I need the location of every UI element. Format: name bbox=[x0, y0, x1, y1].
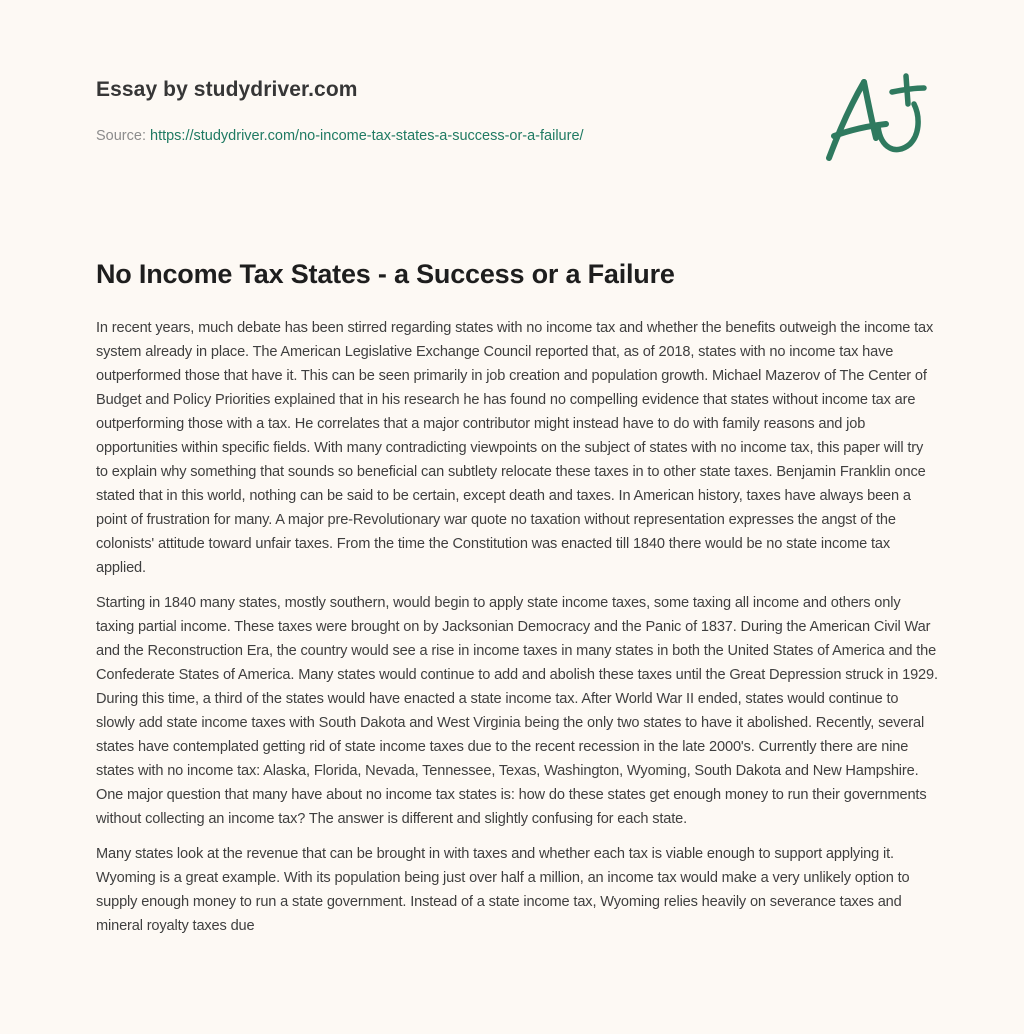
source-line bbox=[96, 126, 696, 146]
source-label: Source: bbox=[96, 128, 150, 144]
essay-paragraph-2: Starting in 1840 many states, mostly southern, would begin to apply state income taxes, some taxing all income and others only taxing partial income. These taxes were brought on by Jacksonian Democracy and the Panic of 1837. During the American Civil War and the Reconstruction Era, the country would see a rise in income taxes in many states in both the United States of America and the Confederate States of America. Many states would continue to add and abolish these taxes until the Great Depression struck in 1929. During this time, a third of the states would have enacted a state income tax. After World War II ended, states would continue to slowly add state income taxes with South Dakota and West Virginia being the only two states to have it abolished. Recently, several states have contemplated getting rid of state income taxes due to the recent recession in the late 2000's. Currently there are nine states with no income tax: Alaska, Florida, Nevada, Tennessee, Texas, Washington, Wyoming, South Dakota and New Hampshire. One major question that many have about no income tax states is: how do these states get enough money to run their governments without collecting an income tax? The answer is different and slightly confusing for each state. bbox=[96, 595, 938, 827]
essay-paragraph-3: Many states look at the revenue that can be brought in with taxes and whether each tax is viable enough to support applying it. Wyoming is a great example. With its population being just over half a million, an income tax would make a very unlikely option to supply enough money to run a state government. Instead of a state income tax, Wyoming relies heavily on severance taxes and mineral royalty taxes due bbox=[96, 846, 910, 934]
source-link[interactable]: https://studydriver.com/no-income-tax-states-a-success-or-a-failure/ bbox=[150, 128, 584, 144]
site-title: Essay by studydriver.com bbox=[96, 78, 358, 101]
page-header bbox=[96, 76, 696, 146]
essay-paragraph-1: In recent years, much debate has been stirred regarding states with no income tax and whether the benefits outweigh the income tax system already in place. The American Legislative Exchange Council reported that, as of 2018, states with no income tax have outperformed those that have it. This can be seen primarily in job creation and population growth. Michael Mazerov of The Center of Budget and Policy Priorities explained that in his research he has found no compelling evidence that states without income tax are outperforming those with a tax. He correlates that a major contributor might instead have to do with family reasons and job opportunities within specific fields. With many contradicting viewpoints on the subject of states with no income tax, this paper will try to explain why something that sounds so beneficial can subtlety relocate these taxes in to other state taxes. Benjamin Franklin once stated that in this world, nothing can be said to be certain, except death and taxes. In American history, taxes have always been a point of frustration for many. A major pre-Revolutionary war quote no taxation without representation expresses the angst of the colonists' attitude toward unfair taxes. From the time the Constitution was enacted till 1840 there would be no state income tax applied. bbox=[96, 320, 934, 576]
document-title: No Income Tax States - a Success or a Failure bbox=[96, 259, 675, 289]
a-plus-grade-icon bbox=[820, 64, 930, 170]
essay-body bbox=[96, 316, 938, 949]
